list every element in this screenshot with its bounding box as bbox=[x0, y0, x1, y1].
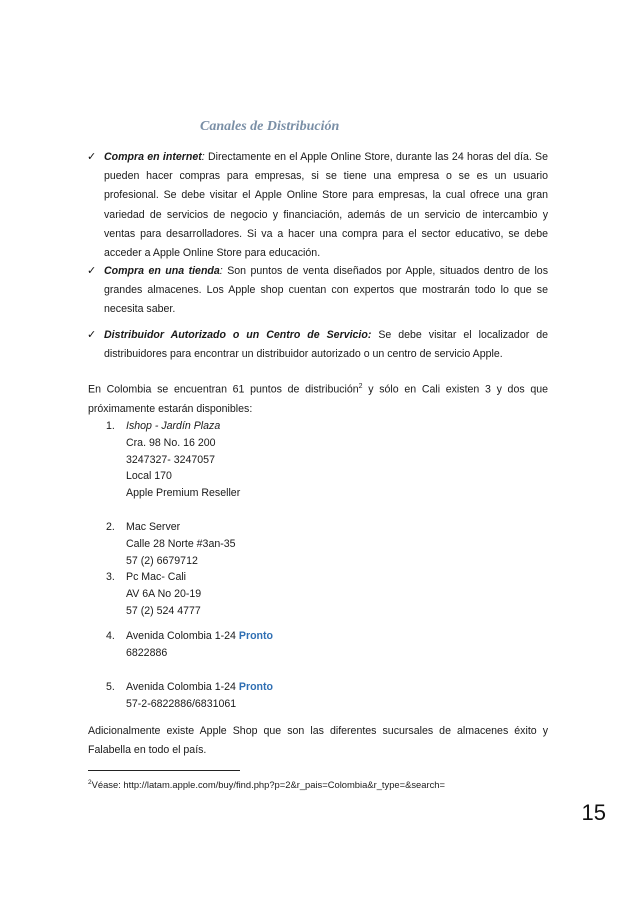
intro-paragraph bbox=[88, 377, 548, 419]
store-line: Apple Premium Reseller bbox=[126, 487, 241, 500]
footnote-text: Véase: http://latam.apple.com/buy/find.php?p=2&r_pais=Colombia&r_type=&search= bbox=[91, 779, 445, 791]
store-line: 57-2-6822886/6831061 bbox=[126, 697, 237, 710]
store-number: 4. bbox=[106, 630, 115, 642]
bullet-text: Se debe visitar el localizador de distribuidores para encontrar un distribuidor autorizado o un centro de servicio Apple. bbox=[104, 329, 548, 361]
footnote-marker: 2 bbox=[88, 779, 92, 786]
store-name: Ishop - Jardín Plaza bbox=[126, 420, 221, 432]
page-number: 15 bbox=[581, 800, 606, 825]
checkmark-icon: ✓ bbox=[87, 151, 97, 163]
checkmark-icon: ✓ bbox=[87, 329, 97, 341]
pronto-tag: Pronto bbox=[238, 681, 274, 693]
bullet-lead: Distribuidor Autorizado o un Centro de Servicio: bbox=[104, 329, 372, 341]
store-name: Pc Mac- Cali bbox=[126, 571, 187, 583]
store-line: Local 170 bbox=[126, 470, 172, 483]
bullet-lead: Compra en internet bbox=[104, 151, 202, 163]
bullet-item-distribuidor bbox=[87, 326, 548, 364]
store-name: Mac Server bbox=[126, 521, 181, 533]
store-line: 6822886 bbox=[126, 646, 168, 659]
store-line: Calle 28 Norte #3an-35 bbox=[126, 537, 236, 550]
pronto-tag: Pronto bbox=[238, 630, 274, 642]
bullet-item-internet bbox=[87, 148, 549, 263]
bullet-colon: : bbox=[219, 265, 223, 277]
store-name: Avenida Colombia 1-24 bbox=[126, 630, 236, 642]
store-line: Cra. 98 No. 16 200 bbox=[126, 436, 216, 449]
footnote-ref: 2 bbox=[358, 383, 363, 390]
footnote bbox=[88, 776, 445, 792]
bullet-colon: : bbox=[201, 151, 205, 163]
closing-paragraph: Adicionalmente existe Apple Shop que son las diferentes sucursales de almacenes éxito y Falabella en todo el país. bbox=[88, 725, 548, 757]
store-number: 3. bbox=[106, 571, 115, 583]
store-line: 57 (2) 524 4777 bbox=[126, 604, 201, 617]
store-line: 57 (2) 6679712 bbox=[126, 554, 198, 567]
footnote-divider bbox=[88, 770, 240, 771]
intro-text-cont: y sólo en Cali existen 3 y dos que próximamente estarán disponibles: bbox=[88, 383, 548, 415]
store-line: AV 6A No 20-19 bbox=[126, 587, 202, 600]
store-number: 1. bbox=[106, 420, 115, 432]
store-number: 5. bbox=[106, 681, 115, 693]
store-number: 2. bbox=[106, 521, 115, 533]
bullet-item-tienda bbox=[87, 262, 549, 320]
bullet-lead: Compra en una tienda bbox=[104, 265, 220, 277]
store-line: 3247327- 3247057 bbox=[126, 453, 215, 466]
intro-text: En Colombia se encuentran 61 puntos de distribución bbox=[88, 383, 359, 396]
bullet-text: Son puntos de venta diseñados por Apple, situados dentro de los grandes almacenes. Los Apple shop cuentan con expertos que mostrarán todo lo que se necesita saber. bbox=[104, 265, 549, 316]
bullet-text: Directamente en el Apple Online Store, durante las 24 horas del día. Se pueden hacer compras para empresas, si se tiene una empresa o se es un usuario profesional. Se debe visitar el Apple Online Store para empresas, la cual ofrece una gran variedad de servicios de negocio y financiación, además de un servicio de intercambio y ventas para desarrolladores. Si va a hacer una compra para el sector educativo, se debe acceder a Apple Online Store para educación. bbox=[104, 151, 549, 260]
checkmark-icon: ✓ bbox=[87, 265, 97, 277]
store-name: Avenida Colombia 1-24 bbox=[126, 681, 236, 693]
section-heading: Canales de Distribución bbox=[200, 119, 340, 134]
